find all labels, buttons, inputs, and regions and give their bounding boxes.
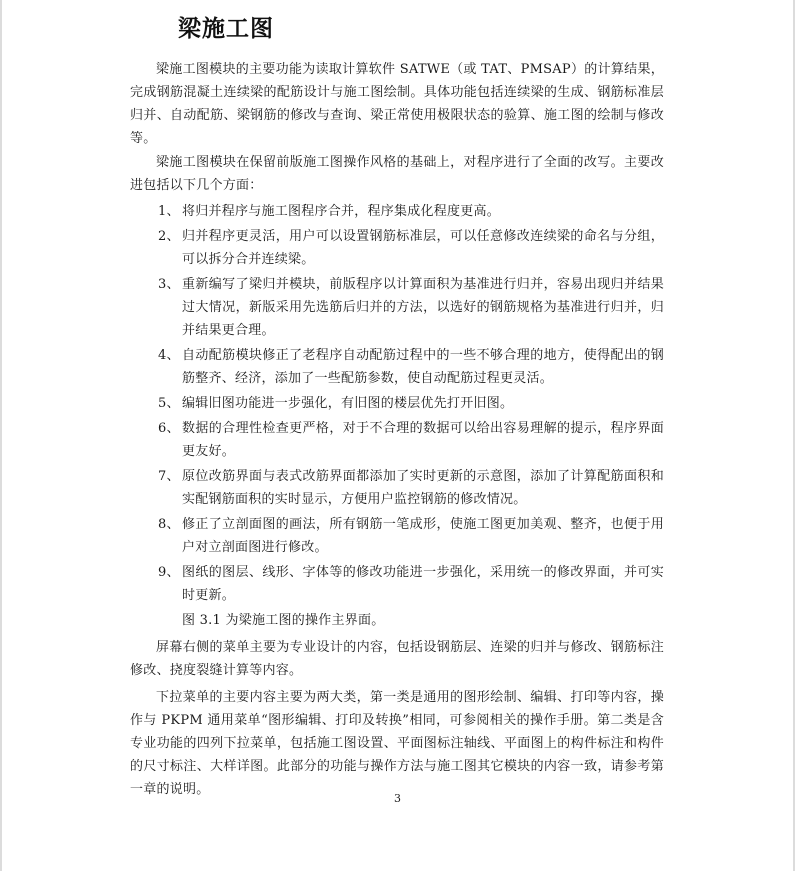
list-item [130, 465, 664, 511]
list-item [130, 561, 664, 607]
list-item-number: 5、 [158, 396, 180, 411]
list-item-text: 图纸的图层、线形、字体等的修改功能进一步强化，采用统一的修改界面，并可实时更新。 [182, 565, 664, 603]
list-item-number: 1、 [158, 204, 180, 219]
list-item-text: 重新编写了梁归并模块，前版程序以计算面积为基准进行归并，容易出现归并结果过大情况，新版采用先选筋后归并的方法，以选好的钢筋规格为基准进行归并，归并结果更合理。 [182, 277, 664, 338]
list-item-text: 修正了立剖面图的画法，所有钢筋一笔成形，使施工图更加美观、整齐，也便于用户对立剖面图进行修改。 [182, 517, 664, 555]
intro-paragraph-2: 梁施工图模块在保留前版施工图操作风格的基础上，对程序进行了全面的改写。主要改进包括以下几个方面： [130, 155, 664, 193]
list-item [130, 513, 664, 559]
outro-paragraph-2: 下拉菜单的主要内容主要为两大类，第一类是通用的图形绘制、编辑、打印等内容，操作与 PKPM 通用菜单“图形编辑、打印及转换”相同，可参阅相关的操作手册。第二类是含专业功能的四列下拉菜单，包括施工图设置、平面图标注轴线、平面图上的构件标注和构件的尺寸标注、大样详图。此部分的功能与操作方法与施工图其它模块的内容一致，请参考第一章的说明。 [130, 690, 664, 797]
list-item-number: 2、 [158, 229, 180, 244]
list-item-text: 原位改筋界面与表式改筋界面都添加了实时更新的示意图，添加了计算配筋面积和实配钢筋面积的实时显示，方便用户监控钢筋的修改情况。 [182, 469, 664, 507]
list-item-text: 将归并程序与施工图程序合并，程序集成化程度更高。 [182, 204, 501, 219]
list-item-text: 自动配筋模块修正了老程序自动配筋过程中的一些不够合理的地方，使得配出的钢筋整齐、经济，添加了一些配筋参数，使自动配筋过程更灵活。 [182, 348, 664, 386]
list-item-text: 数据的合理性检查更严格，对于不合理的数据可以给出容易理解的提示，程序界面更友好。 [182, 421, 664, 459]
list-item-number: 8、 [158, 517, 180, 532]
list-item-number: 4、 [158, 348, 180, 363]
list-item [130, 273, 664, 342]
page-title: 梁施工图 [178, 16, 274, 42]
list-item-text: 归并程序更灵活，用户可以设置钢筋标准层，可以任意修改连续梁的命名与分组，可以拆分合并连续梁。 [182, 229, 664, 267]
figure-reference: 图 3.1 为梁施工图的操作主界面。 [182, 613, 385, 628]
body-text [130, 58, 664, 801]
list-item-number: 3、 [158, 277, 180, 292]
page-number: 3 [394, 792, 401, 805]
list-item-number: 7、 [158, 469, 180, 484]
outro-paragraph-1: 屏幕右侧的菜单主要为专业设计的内容，包括设钢筋层、连梁的归并与修改、钢筋标注修改、挠度裂缝计算等内容。 [130, 640, 664, 678]
page-left-edge [0, 0, 2, 871]
list-item [130, 225, 664, 271]
list-item-number: 6、 [158, 421, 180, 436]
list-item [130, 344, 664, 390]
list-item [130, 417, 664, 463]
intro-paragraph-1: 梁施工图模块的主要功能为读取计算软件 SATWE（或 TAT、PMSAP）的计算结果，完成钢筋混凝土连续梁的配筋设计与施工图绘制。具体功能包括连续梁的生成、钢筋标准层归并、自动配筋、梁钢筋的修改与查询、梁正常使用极限状态的验算、施工图的绘制与修改等。 [130, 62, 664, 146]
improvement-list [130, 200, 664, 607]
list-item-text: 编辑旧图功能进一步强化，有旧图的楼层优先打开旧图。 [182, 396, 514, 411]
list-item [130, 200, 664, 223]
list-item-number: 9、 [158, 565, 180, 580]
list-item [130, 392, 664, 415]
